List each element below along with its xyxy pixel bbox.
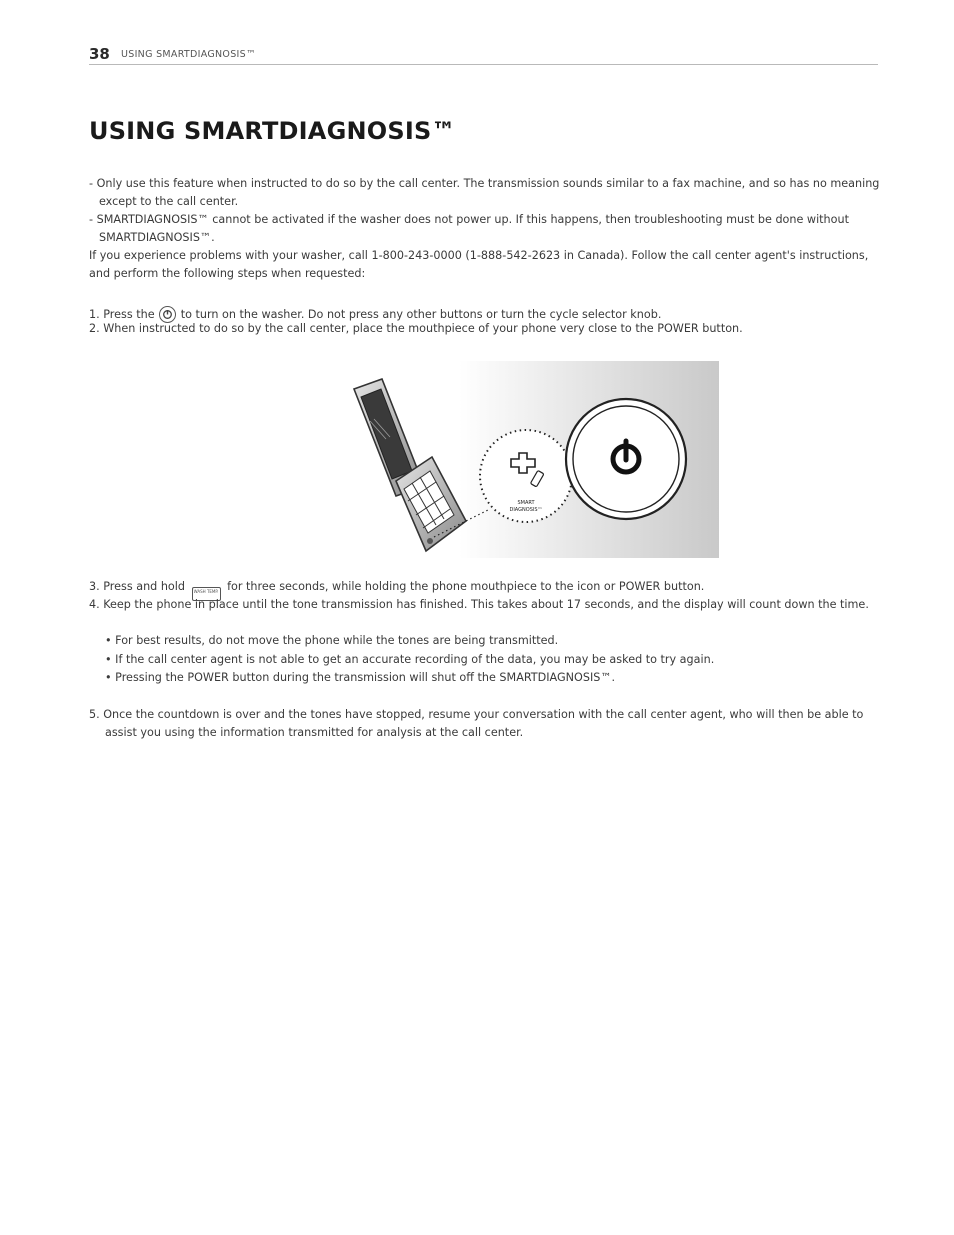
note-power-required: - SMARTDIAGNOSIS™ cannot be activated if the washer does not power up. If this happens, then troubleshooting must be done without SMARTDIAGNOSIS™. <box>89 213 849 244</box>
page-header <box>89 45 878 65</box>
bullet-3: • Pressing the POWER button during the transmission will shut off the SMARTDIAGNOSIS™. <box>105 671 616 684</box>
bullet-1: • For best results, do not move the phone while the tones are being transmitted. <box>105 634 559 647</box>
step-3-suffix: for three seconds, while holding the phone mouthpiece to the icon or POWER button. <box>227 580 705 593</box>
badge-line-2: DIAGNOSIS™ <box>509 507 543 513</box>
note-call-center-only: - Only use this feature when instructed to do so by the call center. The transmission sounds similar to a fax machine, and so has no meaning except to the call center. <box>89 177 880 208</box>
badge-line-1: SMART <box>517 500 535 506</box>
page-title: USING SMARTDIAGNOSIS™ <box>89 117 456 145</box>
step-4: 4. Keep the phone in place until the tone transmission has finished. This takes about 17 seconds, and the display will count down the time. <box>89 598 869 611</box>
flip-phone <box>354 379 466 551</box>
running-head: USING SMARTDIAGNOSIS™ <box>121 49 256 60</box>
illustration <box>334 361 719 558</box>
page-number: 38 <box>89 45 110 63</box>
step-1-suffix: to turn on the washer. Do not press any other buttons or turn the cycle selector knob. <box>180 308 662 321</box>
step-1-prefix: 1. Press the <box>89 308 155 321</box>
wash-temp-button-icon: WASH TEMP. <box>192 587 221 601</box>
power-button-illustration <box>566 399 686 519</box>
step-2: 2. When instructed to do so by the call center, place the mouthpiece of your phone very close to the POWER button. <box>89 322 743 335</box>
step-3-prefix: 3. Press and hold <box>89 580 185 593</box>
step-5: 5. Once the countdown is over and the tones have stopped, resume your conversation with the call center agent, who will then be able to assist you using the information transmitted for analysis at the call center. <box>89 708 864 739</box>
call-info: If you experience problems with your washer, call 1-800-243-0000 (1-888-542-2623 in Canada). Follow the call center agent's instructions, and perform the following steps when requested: <box>89 249 869 280</box>
bullet-2: • If the call center agent is not able to get an accurate recording of the data, you may be asked to try again. <box>105 653 715 666</box>
